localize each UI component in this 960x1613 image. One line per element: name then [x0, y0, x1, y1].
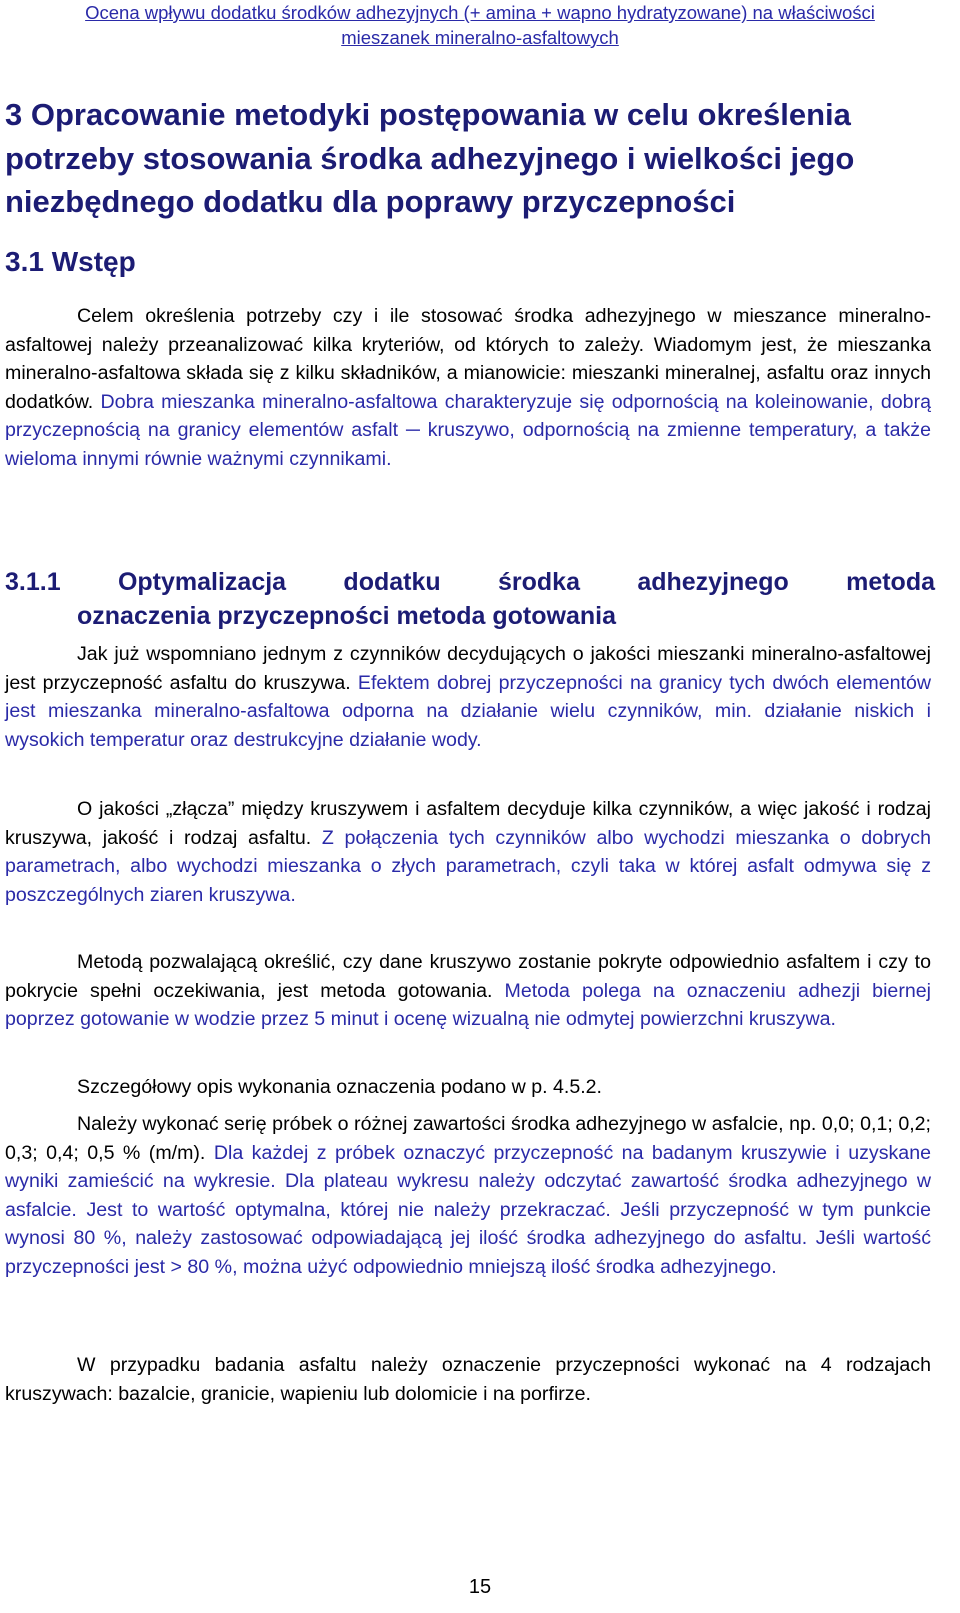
paragraph-6	[5, 1351, 931, 1408]
paragraph-3-b: Metoda polega na oznaczeniu adhezji biernej poprzez gotowanie w wodzie przez 5 minut i ocenę wizualną nie odmytej powierzchni kruszywa.	[5, 979, 932, 1031]
running-header-line2: mieszanek mineralno-asfaltowych	[341, 27, 619, 48]
paragraph-6-a: W przypadku badania asfaltu należy oznaczenie przyczepności wykonać na 4 rodzajach kruszywach: bazalcie, granicie, wapieniu lub dolomicie i na porfirze.	[5, 1354, 931, 1405]
section-title: 3.1 Wstęp	[5, 246, 136, 277]
chapter-title: 3 Opracowanie metodyki postępowania w celu określenia potrzeby stosowania środka adhezyjnego i wielkości jego niezbędnego dodatku dla poprawy przyczepności	[5, 97, 855, 219]
paragraph-4-a: Szczegółowy opis wykonania oznaczenia podano w p. 4.5.2.	[77, 1076, 603, 1098]
subsection-title	[5, 565, 935, 633]
paragraph-1	[5, 640, 931, 754]
paragraph-4	[5, 1073, 931, 1102]
paragraph-5-b: Dla każdej z próbek oznaczyć przyczepność na badanym kruszywie i uzyskane wyniki zamieścić na wykresie. Dla plateau wykresu należy odczytać zawartość środka adhezyjnego w asfalcie. Jest to wartość optymalna, której nie należy przekraczać. Jeśli przyczepność w tym punkcie wynosi 80 %, należy zastosować odpowiadającą jej ilość środka adhezyjnego do asfaltu. Jeśli wartość przyczepności jest > 80 %, można użyć odpowiednio mniejszą ilość środka adhezyjnego.	[5, 1141, 931, 1278]
paragraph-1-a: Jak już wspomniano jednym z czynników decydujących o jakości mieszanki mineralno-asfaltowej jest przyczepność asfaltu do kruszywa.	[5, 643, 931, 694]
running-header	[30, 0, 930, 50]
paragraph-3	[5, 948, 931, 1034]
paragraph-1-b: Efektem dobrej przyczepności na granicy tych dwóch elementów jest mieszanka mineralno-asfaltowa odporna na działanie wielu czynników, min. działanie niskich i wysokich temperatur oraz destrukcyjne działanie wody.	[5, 671, 931, 751]
paragraph-5	[5, 1110, 931, 1282]
paragraph-2	[5, 795, 931, 909]
paragraph-2-b: Z połączenia tych czynników albo wychodzi mieszanka o dobrych parametrach, albo wychodzi mieszanka o złych parametrach, czyli taka w której asfalt odmywa się z poszczególnych ziaren kruszywa.	[5, 826, 931, 906]
paragraph-3-a: Metodą pozwalającą określić, czy dane kruszywo zostanie pokryte odpowiednio asfaltem i czy to pokrycie spełni oczekiwania, jest metoda gotowania.	[5, 951, 931, 1002]
paragraph-5-a: Należy wykonać serię próbek o różnej zawartości środka adhezyjnego w asfalcie, np. 0,0; 0,1; 0,2; 0,3; 0,4; 0,5 % (m/m).	[5, 1113, 931, 1164]
page-number: 15	[468, 1576, 492, 1598]
running-header-line1: Ocena wpływu dodatku środków adhezyjnych (+ amina + wapno hydratyzowane) na właściwości	[85, 2, 875, 23]
intro-paragraph	[5, 302, 931, 474]
intro-part1: Celem określenia potrzeby czy i ile stosować środka adhezyjnego w mieszance mineralno-asfaltowej należy przeanalizować kilka kryteriów, od których to zależy. Wiadomym jest, że mieszanka mineralno-asfaltowa składa się z kilku składników, a mianowicie: mieszanki mineralnej, asfaltu oraz innych dodatków.	[5, 305, 931, 413]
intro-part2: Dobra mieszanka mineralno-asfaltowa charakteryzuje się odpornością na koleinowanie, dobrą przyczepnością na granicy elementów asfalt ─ kruszywo, odpornością na zmienne temperatury, a także wieloma innymi równie ważnymi czynnikami.	[5, 390, 931, 470]
subsection-title-line2: oznaczenia przyczepności metoda gotowania	[77, 602, 617, 630]
paragraph-2-a: O jakości „złącza” między kruszywem i asfaltem decyduje kilka czynników, a więc jakość i rodzaj kruszywa, jakość i rodzaj asfaltu.	[5, 798, 931, 849]
subsection-title-line1: 3.1.1 Optymalizacja dodatku środka adhezyjnego metoda	[5, 568, 935, 596]
